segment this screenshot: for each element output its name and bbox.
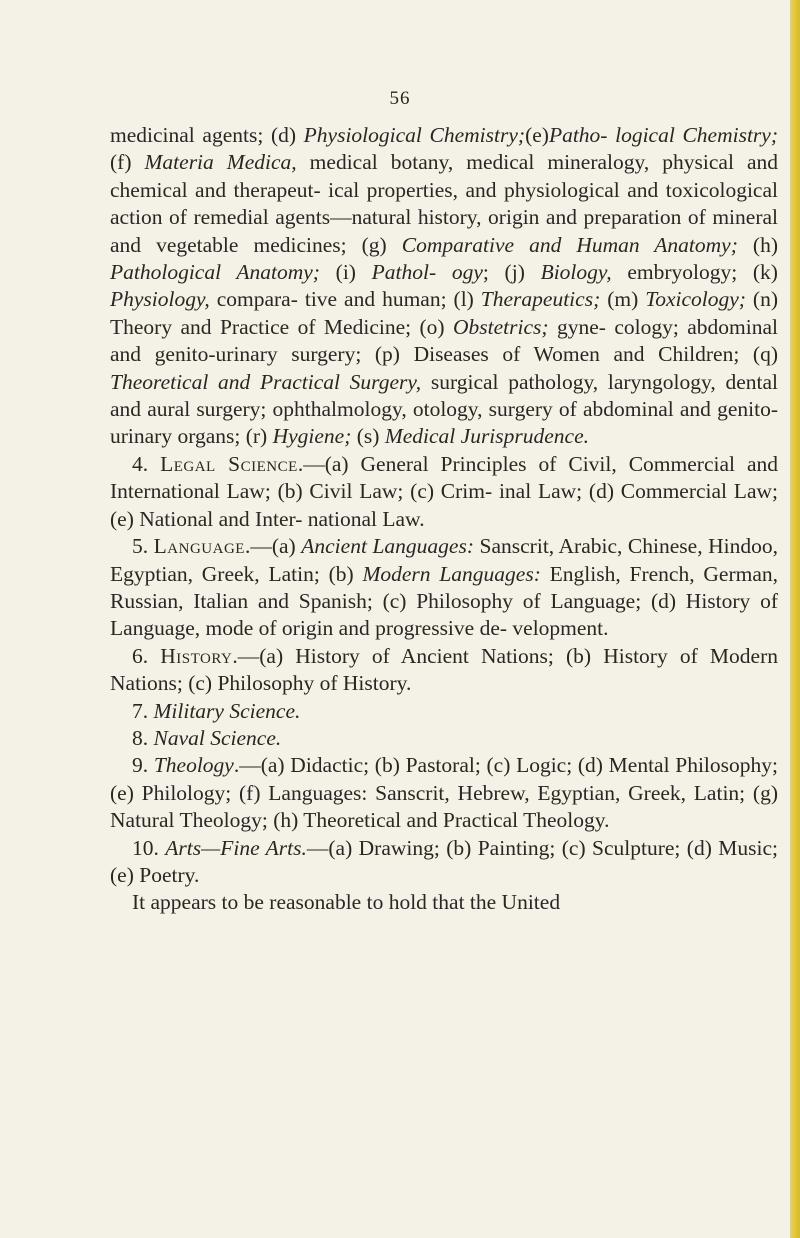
italic-run: Pathol- ogy <box>371 260 483 285</box>
section-number: 4. <box>132 451 161 476</box>
text-run: (e) <box>525 123 549 147</box>
section-number: 6. <box>132 643 161 668</box>
text-run: (i) <box>319 260 372 285</box>
section-text: .—(a) Didactic; (b) Pastoral; (c) Logic; (d) Mental Philosophy; (e) Philology; (f) Languages: Sanscrit, Hebrew, Egyptian, Greek, Latin; (g) Natural Theology; (h) Theoretical and Practical Theology. <box>110 753 778 833</box>
text-run: ; (j) <box>482 260 541 285</box>
italic-run: Obstetrics; <box>453 314 549 339</box>
paragraph-arts <box>110 835 778 890</box>
section-number: 5. <box>132 534 154 559</box>
text-run: surgical pathology, laryngology, dental and aural surgery; ophthalmology, otology, surgery of abdominal and genito-urinary organs; (r) <box>110 369 778 449</box>
italic-run: Theoretical and Practical Surgery, <box>110 369 422 394</box>
text-run: Sanscrit, Arabic, Chinese, Hindoo, Egyptian, Greek, Latin; (b) <box>110 534 778 586</box>
italic-run: Comparative and Human Anatomy; <box>401 232 738 257</box>
page-number: 56 <box>389 88 411 109</box>
section-number: 10. <box>132 835 166 860</box>
section-heading: Theology <box>153 753 234 778</box>
paragraph-military-science <box>110 698 778 725</box>
text-run: (s) <box>351 424 385 449</box>
text-run: (n) Theory and Practice of Medicine; (o) <box>110 287 778 339</box>
section-text: .—(a) History of Ancient Nations; (b) History of Modern Nations; (c) Philosophy of History. <box>110 643 778 696</box>
italic-run: Physiological Chemistry; <box>303 123 526 147</box>
text-run: medical botany, medical mineralogy, physical and chemical and therapeut- ical properties, and physiological and toxicological action of remedial agents—natural history, origin and preparation of mineral and vegetable medicines; (g) <box>110 150 778 257</box>
italic-run: Modern Languages: <box>362 561 541 586</box>
section-heading: History <box>160 643 233 668</box>
italic-run: Materia Medica, <box>144 150 297 175</box>
italic-run: Patho- logical Chemistry; <box>548 123 778 147</box>
text-run: medicinal agents; (d) <box>110 123 304 147</box>
italic-run: Ancient Languages: <box>301 534 474 559</box>
section-number: 9. <box>132 753 154 778</box>
paragraph-medical-subjects <box>110 122 778 451</box>
text-run: (m) <box>600 287 646 312</box>
section-heading: Language <box>153 534 245 559</box>
paragraph-history <box>110 643 778 698</box>
section-number: 7. <box>132 698 154 723</box>
section-number: 8. <box>132 725 154 750</box>
text-run: (h) <box>737 232 778 257</box>
section-heading: Naval Science. <box>153 725 282 750</box>
page-edge <box>790 0 800 1238</box>
paragraph-naval-science <box>110 725 778 752</box>
italic-run: Biology, <box>540 260 612 285</box>
italic-run: Therapeutics; <box>480 287 601 312</box>
paragraph-language <box>110 533 778 643</box>
text-run: English, French, German, Russian, Italian and Spanish; (c) Philosophy of Language; (d) History of Language, mode of origin and progressive de- velopment. <box>110 561 778 641</box>
section-heading: Legal Science <box>160 451 298 476</box>
text-run: embryology; (k) <box>611 260 778 285</box>
text-run: gyne- cology; abdominal and genito-urinary surgery; (p) Diseases of Women and Children; (q) <box>110 314 778 367</box>
italic-run: Hygiene; <box>272 424 352 449</box>
text-run: .—(a) <box>244 534 302 559</box>
paragraph-legal-science <box>110 451 778 533</box>
text-run: (f) <box>110 150 145 175</box>
section-heading: Military Science. <box>153 698 301 723</box>
italic-run: Toxicology; <box>645 287 746 312</box>
section-text: —(a) Drawing; (b) Painting; (c) Sculpture; (d) Music; (e) Poetry. <box>110 835 778 887</box>
section-heading: Arts—Fine Arts. <box>165 835 307 860</box>
italic-run: Physiology, <box>110 287 210 312</box>
italic-run: Pathological Anatomy; <box>110 260 320 285</box>
italic-run: Medical Jurisprudence. <box>384 424 590 449</box>
text-run: compara- tive and human; (l) <box>209 287 481 312</box>
paragraph-closing <box>110 889 778 916</box>
paragraph-theology <box>110 752 778 834</box>
body-text <box>110 122 778 917</box>
section-text: It appears to be reasonable to hold that the United <box>132 890 561 915</box>
section-text: .—(a) General Principles of Civil, Commercial and International Law; (b) Civil Law; (c) Crim- inal Law; (d) Commercial Law; (e) National and Inter- national Law. <box>110 451 778 531</box>
